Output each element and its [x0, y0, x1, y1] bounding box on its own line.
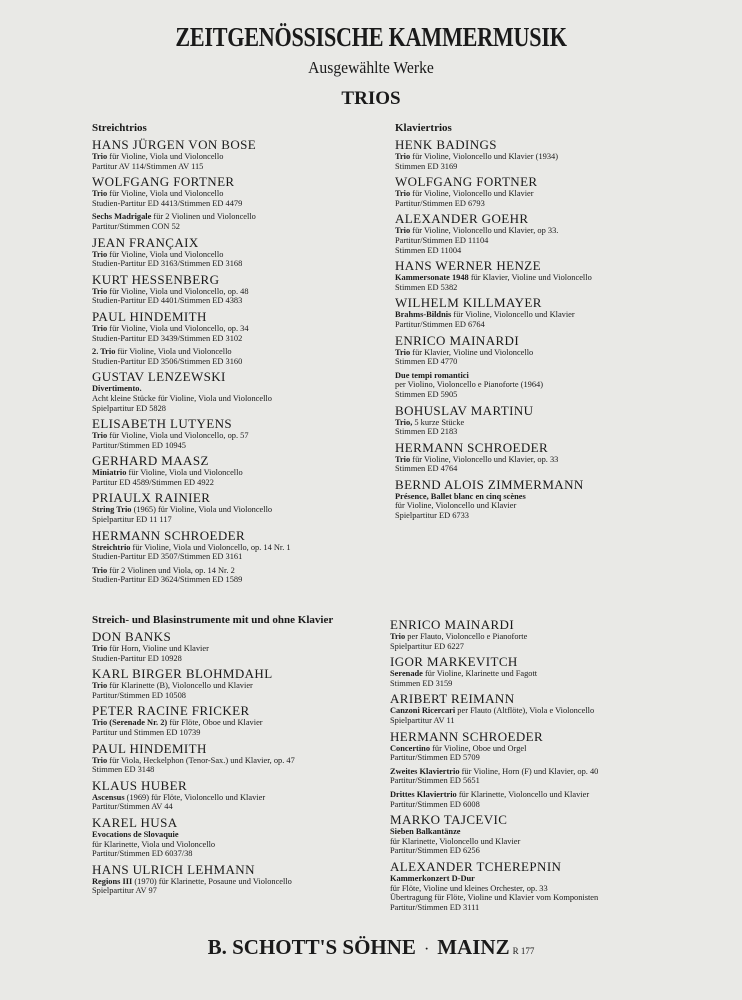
work-title: Trio [395, 152, 411, 161]
work-heading-line [92, 324, 392, 334]
edition-line: Studien-Partitur ED 3439/Stimmen ED 3102 [92, 333, 243, 343]
composer-name: WOLFGANG FORTNER [92, 174, 235, 190]
work-title: Présence, Ballet blanc en cinq scènes [395, 491, 526, 501]
composer-name: ARIBERT REIMANN [390, 691, 515, 707]
work-entry [92, 347, 392, 366]
work-title: Trio [92, 431, 108, 441]
work-heading-line [92, 152, 392, 162]
edition-line: Partitur/Stimmen AV 44 [92, 802, 173, 812]
work-entry [92, 384, 392, 413]
work-entry [395, 310, 695, 329]
work-scoring: für Klarinette (B), Violoncello und Klavier [107, 681, 253, 691]
column-gemischt-left [92, 614, 392, 896]
work-heading-line [92, 384, 392, 394]
edition-line: für Klarinette, Violoncello und Klavier [390, 836, 521, 846]
work-heading-line [92, 793, 392, 803]
work-scoring: für Violine, Viola und Violoncello [115, 347, 232, 357]
edition-line: Partitur AV 114/Stimmen AV 115 [92, 161, 204, 171]
work-entry [390, 669, 690, 688]
work-entry [92, 250, 392, 269]
work-entry [92, 830, 392, 859]
edition-line: Stimmen ED 5382 [395, 282, 458, 292]
work-heading-line [92, 468, 392, 478]
work-scoring: für Violine, Violoncello und Klavier, op 33. [410, 226, 559, 236]
work-heading-line [395, 371, 695, 381]
composer-name: ELISABETH LUTYENS [92, 416, 233, 432]
composer-name: HERMANN SCHROEDER [395, 439, 549, 455]
edition-line: Partitur/Stimmen ED 10945 [92, 440, 186, 450]
composer-name: IGOR MARKEVITCH [390, 654, 518, 670]
work-heading-line [92, 431, 392, 441]
composer-name: GERHARD MAASZ [92, 453, 209, 469]
work-scoring: für Violine, Violoncello und Klavier [410, 189, 534, 199]
edition-line: Spielpartitur AV 97 [92, 886, 157, 896]
work-title: Serenade [390, 669, 423, 679]
work-entry [92, 212, 392, 231]
column-streichtrios [92, 122, 392, 585]
work-entry [92, 756, 392, 775]
page-title: ZEITGENÖSSISCHE KAMMERMUSIK [175, 22, 567, 52]
work-heading-line [390, 632, 690, 642]
work-scoring: für Violine, Violoncello und Klavier [451, 310, 575, 320]
work-scoring: für Flöte, Oboe und Klavier [167, 718, 263, 728]
composer-name: KURT HESSENBERG [92, 271, 220, 287]
work-heading-line [390, 827, 690, 837]
work-title: Trio [395, 347, 411, 357]
edition-line: Studien-Partitur ED 4401/Stimmen ED 4383 [92, 296, 243, 306]
work-title: Trio [92, 755, 108, 765]
work-entry [390, 827, 690, 856]
composer-name: PAUL HINDEMITH [92, 308, 207, 324]
work-heading-line [390, 706, 690, 716]
edition-line: Spielpartitur ED 6733 [395, 511, 469, 521]
work-heading-line [92, 830, 392, 840]
work-scoring: für Violine, Viola und Violoncello [126, 468, 243, 478]
column-heading: Streich- und Blasinstrumente mit und ohne Klavier [92, 614, 334, 626]
edition-line: Spielpartitur ED 6227 [390, 641, 464, 651]
work-scoring: für Violine, Viola und Violoncello, op. 14 Nr. 1 [130, 542, 291, 552]
work-entry [92, 543, 392, 562]
publisher-city: MAINZ [437, 935, 510, 959]
edition-line: für Violine, Violoncello und Klavier [395, 501, 517, 511]
edition-line: Partitur/Stimmen ED 5651 [390, 776, 480, 786]
edition-line: Stimmen ED 3148 [92, 765, 155, 775]
work-entry [92, 718, 392, 737]
work-scoring: 5 kurze Stücke [412, 417, 465, 427]
composer-name: ALEXANDER GOEHR [395, 211, 529, 227]
edition-line: Acht kleine Stücke für Violine, Viola und Violoncello [92, 393, 272, 403]
edition-line: Spielpartitur AV 11 [390, 715, 455, 725]
work-title: Trio [92, 189, 108, 199]
work-title: Trio [92, 152, 108, 161]
work-heading-line [92, 718, 392, 728]
work-entry [92, 189, 392, 208]
work-heading-line [92, 566, 392, 576]
work-title: Trio [395, 189, 411, 199]
work-heading-line [390, 767, 690, 777]
work-heading-line [92, 756, 392, 766]
composer-name: MARKO TAJCEVIC [390, 812, 508, 828]
work-title: Trio [390, 632, 406, 641]
work-scoring: (1965) für Violine, Viola und Violoncello [131, 505, 273, 515]
work-title: Trio [395, 454, 411, 464]
work-heading-line [92, 347, 392, 357]
work-entry [395, 348, 695, 367]
work-entry [395, 455, 695, 474]
work-title: Drittes Klaviertrio [390, 789, 457, 799]
work-entry [92, 505, 392, 524]
work-scoring: für Klarinette, Violoncello und Klavier [456, 789, 590, 799]
work-entry [92, 152, 392, 171]
work-scoring: per Flauto (Altflöte), Viola e Violoncello [455, 706, 595, 716]
work-scoring: für Viola, Heckelphon (Tenor-Sax.) und Klavier, op. 47 [107, 755, 295, 765]
edition-line: Stimmen ED 2183 [395, 427, 458, 437]
work-entry [395, 152, 695, 171]
edition-line: für Flöte, Violine und kleines Orchester, op. 33 [390, 883, 548, 893]
work-scoring: für Violine, Viola und Violoncello [107, 189, 224, 199]
edition-line: Partitur/Stimmen CON 52 [92, 221, 180, 231]
work-entry [92, 468, 392, 487]
work-heading-line [92, 250, 392, 260]
composer-name: HANS JÜRGEN VON BOSE [92, 137, 257, 152]
work-scoring: für Klavier, Violine und Violoncello [410, 347, 534, 357]
work-scoring: für Violine, Viola und Violoncello, op. 48 [107, 286, 249, 296]
work-heading-line [92, 287, 392, 297]
work-scoring: für Violine, Viola und Violoncello, op. 34 [107, 323, 249, 333]
edition-line: Partitur/Stimmen ED 6793 [395, 198, 485, 208]
work-scoring: für Violine, Violoncello und Klavier (1934) [410, 152, 558, 161]
work-title: Streichtrio [92, 542, 131, 552]
edition-line: Stimmen ED 4770 [395, 357, 458, 367]
column-heading: Streichtrios [92, 122, 147, 134]
edition-line: Studien-Partitur ED 10928 [92, 653, 182, 663]
composer-name: HERMANN SCHROEDER [390, 728, 544, 744]
publisher-footer [0, 935, 742, 960]
work-entry [92, 793, 392, 812]
work-entry [390, 706, 690, 725]
composer-name: ENRICO MAINARDI [395, 332, 520, 348]
composer-name: HENK BADINGS [395, 137, 497, 152]
composer-name: BOHUSLAV MARTINU [395, 402, 534, 418]
work-heading-line [92, 681, 392, 691]
composer-name: HERMANN SCHROEDER [92, 527, 246, 543]
work-heading-line [92, 189, 392, 199]
work-title: Ascensus [92, 792, 125, 802]
edition-line: Spielpartitur ED 5828 [92, 403, 166, 413]
work-title: Trio (Serenade Nr. 2) [92, 718, 168, 728]
edition-line: Partitur/Stimmen ED 3111 [390, 902, 480, 912]
work-heading-line [395, 152, 695, 162]
work-title: Sieben Balkantänze [390, 827, 461, 837]
work-title: String Trio [92, 505, 132, 515]
work-entry [390, 874, 690, 912]
work-title: Trio [395, 226, 411, 236]
edition-line: Stimmen ED 5905 [395, 389, 458, 399]
work-scoring: (1969) für Flöte, Violoncello und Klavier [124, 792, 266, 802]
composer-name: DON BANKS [92, 629, 172, 644]
edition-line: Spielpartitur ED 11 117 [92, 515, 172, 525]
work-entry [92, 324, 392, 343]
edition-line: für Klarinette, Viola und Violoncello [92, 839, 216, 849]
column-klaviertrios [395, 122, 695, 521]
work-heading-line [390, 790, 690, 800]
work-title: Sechs Madrigale [92, 212, 152, 222]
edition-line: Stimmen ED 3159 [390, 678, 453, 688]
edition-line: per Violino, Violoncello e Pianoforte (1964) [395, 380, 544, 390]
work-entry [395, 189, 695, 208]
work-entry [390, 767, 690, 786]
composer-name: BERND ALOIS ZIMMERMANN [395, 476, 584, 492]
work-title: 2. Trio [92, 347, 116, 357]
work-entry [92, 644, 392, 663]
edition-line: Studien-Partitur ED 4413/Stimmen ED 4479 [92, 198, 243, 208]
page-subtitle: Ausgewählte Werke [308, 58, 434, 77]
work-title: Kammersonate 1948 [395, 273, 469, 283]
work-scoring: für Violine, Viola und Violoncello [107, 152, 224, 161]
column-heading: Klaviertrios [395, 122, 452, 134]
work-entry [395, 371, 695, 400]
work-entry [390, 632, 690, 651]
edition-line: Studien-Partitur ED 3506/Stimmen ED 3160 [92, 356, 243, 366]
work-heading-line [395, 226, 695, 236]
work-title: Brahms-Bildnis [395, 310, 452, 320]
work-title: Canzoni Ricercari [390, 706, 456, 716]
work-title: Trio [92, 323, 108, 333]
edition-line: Studien-Partitur ED 3163/Stimmen ED 3168 [92, 259, 243, 269]
work-entry [395, 226, 695, 255]
composer-name: PAUL HINDEMITH [92, 740, 207, 756]
edition-line: Studien-Partitur ED 3624/Stimmen ED 1589 [92, 575, 243, 585]
composer-name: PRIAULX RAINIER [92, 490, 211, 506]
work-heading-line [395, 492, 695, 502]
work-title: Divertimento. [92, 384, 142, 394]
catalog-code: R 177 [512, 946, 535, 956]
edition-line: Partitur/Stimmen ED 5709 [390, 753, 480, 763]
work-scoring: per Flauto, Violoncello e Pianoforte [405, 632, 528, 641]
composer-name: WILHELM KILLMAYER [395, 295, 542, 311]
work-heading-line [390, 744, 690, 754]
work-heading-line [390, 669, 690, 679]
edition-line: Stimmen ED 4764 [395, 464, 458, 474]
work-heading-line [92, 505, 392, 515]
edition-line: Stimmen ED 3169 [395, 161, 458, 171]
composer-name: KAREL HUSA [92, 814, 178, 830]
footer-separator: · [423, 941, 430, 958]
work-entry [92, 566, 392, 585]
work-title: Due tempi romantici [395, 370, 469, 380]
work-heading-line [395, 273, 695, 283]
work-heading-line [395, 310, 695, 320]
composer-name: GUSTAV LENZEWSKI [92, 369, 226, 385]
composer-name: KLAUS HUBER [92, 777, 188, 793]
work-scoring: für Violine, Oboe und Orgel [430, 743, 527, 753]
work-title: Trio, [395, 417, 413, 427]
composer-name: ENRICO MAINARDI [390, 617, 515, 632]
work-scoring: für Violine, Viola und Violoncello [107, 249, 224, 259]
work-heading-line [395, 189, 695, 199]
edition-line: Partitur/Stimmen ED 11104 [395, 235, 489, 245]
work-title: Regions III [92, 876, 133, 886]
work-scoring: für Violine, Klarinette und Fagott [422, 669, 538, 679]
work-entry [92, 287, 392, 306]
work-heading-line [92, 644, 392, 654]
edition-line: Übertragung für Flöte, Violine und Klavier vom Komponisten [390, 893, 599, 903]
composer-name: WOLFGANG FORTNER [395, 174, 538, 190]
work-heading-line [390, 874, 690, 884]
edition-line: Partitur/Stimmen ED 6037/38 [92, 849, 193, 859]
work-scoring: (1970) für Klarinette, Posaune und Violoncello [132, 876, 292, 886]
work-title: Trio [92, 249, 108, 259]
edition-line: Partitur/Stimmen ED 10508 [92, 690, 186, 700]
work-heading-line [92, 543, 392, 553]
composer-name: KARL BIRGER BLOHMDAHL [92, 666, 273, 682]
work-heading-line [395, 455, 695, 465]
work-heading-line [92, 877, 392, 887]
work-entry [395, 418, 695, 437]
composer-name: PETER RACINE FRICKER [92, 703, 250, 719]
composer-name: ALEXANDER TCHEREPNIN [390, 858, 562, 874]
edition-line: Partitur/Stimmen ED 6764 [395, 319, 485, 329]
edition-line: Stimmen ED 11004 [395, 245, 462, 255]
edition-line: Partitur ED 4589/Stimmen ED 4922 [92, 477, 214, 487]
edition-line: Partitur/Stimmen ED 6008 [390, 799, 480, 809]
work-title: Zweites Klaviertrio [390, 766, 460, 776]
work-title: Kammerkonzert D-Dur [390, 873, 475, 883]
work-entry [395, 273, 695, 292]
work-scoring: für Violine, Violoncello und Klavier, op. 33 [410, 454, 559, 464]
edition-line: Studien-Partitur ED 3507/Stimmen ED 3161 [92, 552, 243, 562]
work-entry [92, 681, 392, 700]
work-scoring: für Horn, Violine und Klavier [107, 644, 209, 653]
work-entry [395, 492, 695, 521]
work-entry [92, 431, 392, 450]
work-heading-line [92, 212, 392, 222]
work-scoring: für Violine, Horn (F) und Klavier, op. 40 [459, 766, 599, 776]
work-scoring: für 2 Violinen und Viola, op. 14 Nr. 2 [107, 565, 235, 575]
work-title: Trio [92, 286, 108, 296]
work-title: Evocations de Slovaquie [92, 829, 179, 839]
work-entry [390, 744, 690, 763]
work-title: Trio [92, 681, 108, 691]
work-entry [390, 790, 690, 809]
work-entry [92, 877, 392, 896]
work-title: Trio [92, 565, 108, 575]
composer-name: HANS ULRICH LEHMANN [92, 861, 255, 877]
work-scoring: für 2 Violinen und Violoncello [151, 212, 256, 222]
section-title: TRIOS [341, 88, 401, 109]
work-heading-line [395, 348, 695, 358]
work-scoring: für Violine, Viola und Violoncello, op. 57 [107, 431, 249, 441]
edition-line: Partitur/Stimmen ED 6256 [390, 846, 480, 856]
work-title: Miniatrio [92, 468, 127, 478]
work-title: Concertino [390, 743, 431, 753]
publisher-name: B. SCHOTT'S SÖHNE [207, 935, 416, 959]
composer-name: HANS WERNER HENZE [395, 258, 541, 274]
work-heading-line [395, 418, 695, 428]
column-gemischt-right [390, 614, 690, 912]
work-title: Trio [92, 644, 108, 653]
edition-line: Partitur und Stimmen ED 10739 [92, 727, 201, 737]
work-scoring: für Klavier, Violine und Violoncello [468, 273, 592, 283]
composer-name: JEAN FRANÇAIX [92, 234, 199, 250]
